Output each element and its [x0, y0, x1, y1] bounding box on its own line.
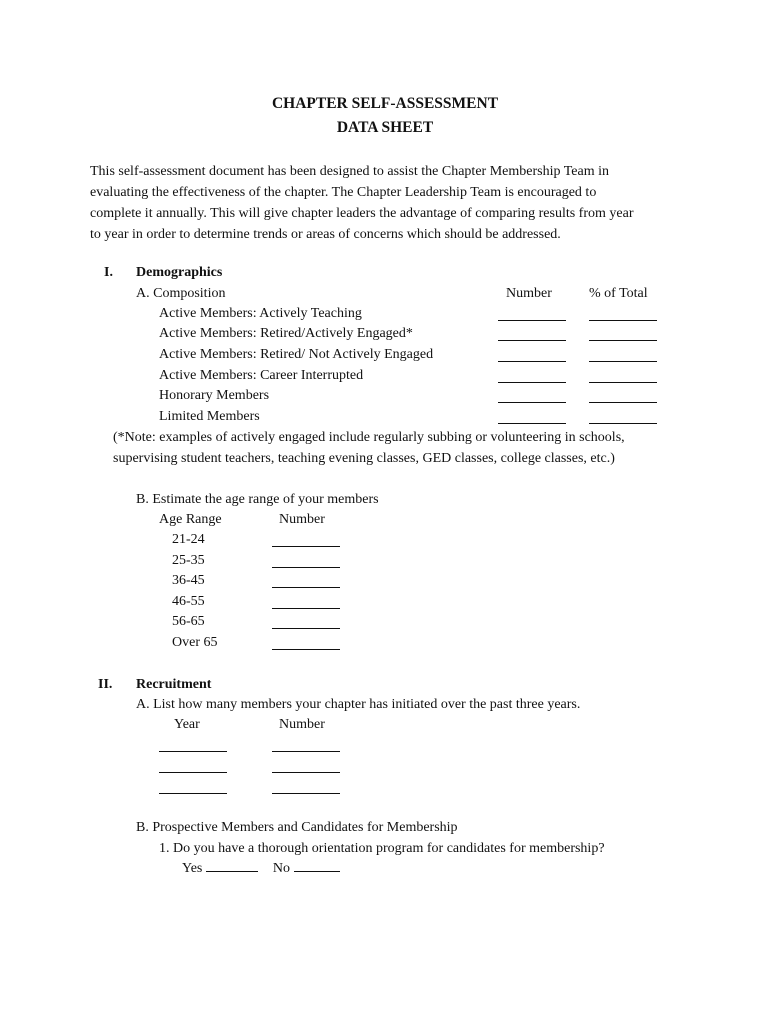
percent-blank[interactable] — [589, 340, 657, 341]
section-1-numeral: I. — [104, 265, 113, 280]
percent-blank[interactable] — [589, 361, 657, 362]
year-blank[interactable] — [159, 772, 227, 773]
no-blank[interactable] — [294, 871, 340, 872]
number-blank[interactable] — [498, 320, 566, 321]
age-range-value: 25-35 — [172, 553, 205, 568]
recruit-number-blank[interactable] — [272, 793, 340, 794]
intro-line: to year in order to determine trends or areas of concerns which should be addressed. — [90, 227, 561, 242]
composition-number-header: Number — [506, 286, 552, 301]
age-number-blank[interactable] — [272, 628, 340, 629]
yes-label: Yes — [182, 861, 203, 876]
age-number-header: Number — [279, 512, 325, 527]
recruitment-label: A. List how many members your chapter has initiated over the past three years. — [136, 697, 581, 712]
number-blank[interactable] — [498, 340, 566, 341]
composition-row-label: Active Members: Retired/Actively Engaged* — [159, 326, 413, 341]
yes-blank[interactable] — [206, 871, 258, 872]
recruit-number-blank[interactable] — [272, 751, 340, 752]
section-1-heading: Demographics — [136, 265, 223, 280]
age-number-blank[interactable] — [272, 649, 340, 650]
year-header: Year — [174, 717, 200, 732]
age-range-value: 36-45 — [172, 573, 205, 588]
section-2-heading: Recruitment — [136, 677, 212, 692]
age-number-blank[interactable] — [272, 567, 340, 568]
percent-blank[interactable] — [589, 382, 657, 383]
number-blank[interactable] — [498, 402, 566, 403]
composition-row-label: Limited Members — [159, 409, 260, 424]
percent-blank[interactable] — [589, 423, 657, 424]
percent-blank[interactable] — [589, 320, 657, 321]
intro-line: evaluating the effectiveness of the chapter. The Chapter Leadership Team is encouraged to — [90, 185, 597, 200]
composition-row-label: Honorary Members — [159, 388, 270, 403]
intro-paragraph — [90, 161, 690, 245]
prospective-label: B. Prospective Members and Candidates for Membership — [136, 820, 458, 835]
note-line-2: supervising student teachers, teaching evening classes, GED classes, college classes, etc.) — [113, 451, 615, 466]
age-range-value: Over 65 — [172, 635, 218, 650]
note-line-1: (*Note: examples of actively engaged include regularly subbing or volunteering in schools, — [113, 430, 625, 445]
title-line-2: DATA SHEET — [336, 119, 434, 136]
section-2-numeral: II. — [98, 677, 113, 692]
percent-blank[interactable] — [589, 402, 657, 403]
year-blank[interactable] — [159, 751, 227, 752]
age-range-value: 21-24 — [172, 532, 205, 547]
number-blank[interactable] — [498, 361, 566, 362]
recruit-number-header: Number — [279, 717, 325, 732]
age-range-label: B. Estimate the age range of your members — [136, 492, 379, 507]
age-number-blank[interactable] — [272, 608, 340, 609]
age-range-value: 56-65 — [172, 614, 205, 629]
number-blank[interactable] — [498, 423, 566, 424]
year-blank[interactable] — [159, 793, 227, 794]
orientation-question: 1. Do you have a thorough orientation program for candidates for membership? — [159, 841, 605, 856]
composition-row-label: Active Members: Actively Teaching — [159, 306, 362, 321]
age-number-blank[interactable] — [272, 587, 340, 588]
yes-no-row — [182, 859, 340, 880]
composition-label: A. Composition — [136, 286, 226, 301]
composition-row-label: Active Members: Retired/ Not Actively Engaged — [159, 347, 434, 362]
age-range-value: 46-55 — [172, 594, 205, 609]
composition-percent-header: % of Total — [589, 286, 648, 301]
number-blank[interactable] — [498, 382, 566, 383]
intro-line: complete it annually. This will give chapter leaders the advantage of comparing results from year — [90, 206, 634, 221]
composition-row-label: Active Members: Career Interrupted — [159, 368, 364, 383]
intro-line: This self-assessment document has been designed to assist the Chapter Membership Team in — [90, 164, 609, 179]
no-label: No — [272, 861, 290, 876]
recruit-number-blank[interactable] — [272, 772, 340, 773]
age-number-blank[interactable] — [272, 546, 340, 547]
title-line-1: CHAPTER SELF-ASSESSMENT — [271, 95, 499, 112]
age-range-header: Age Range — [159, 512, 222, 527]
